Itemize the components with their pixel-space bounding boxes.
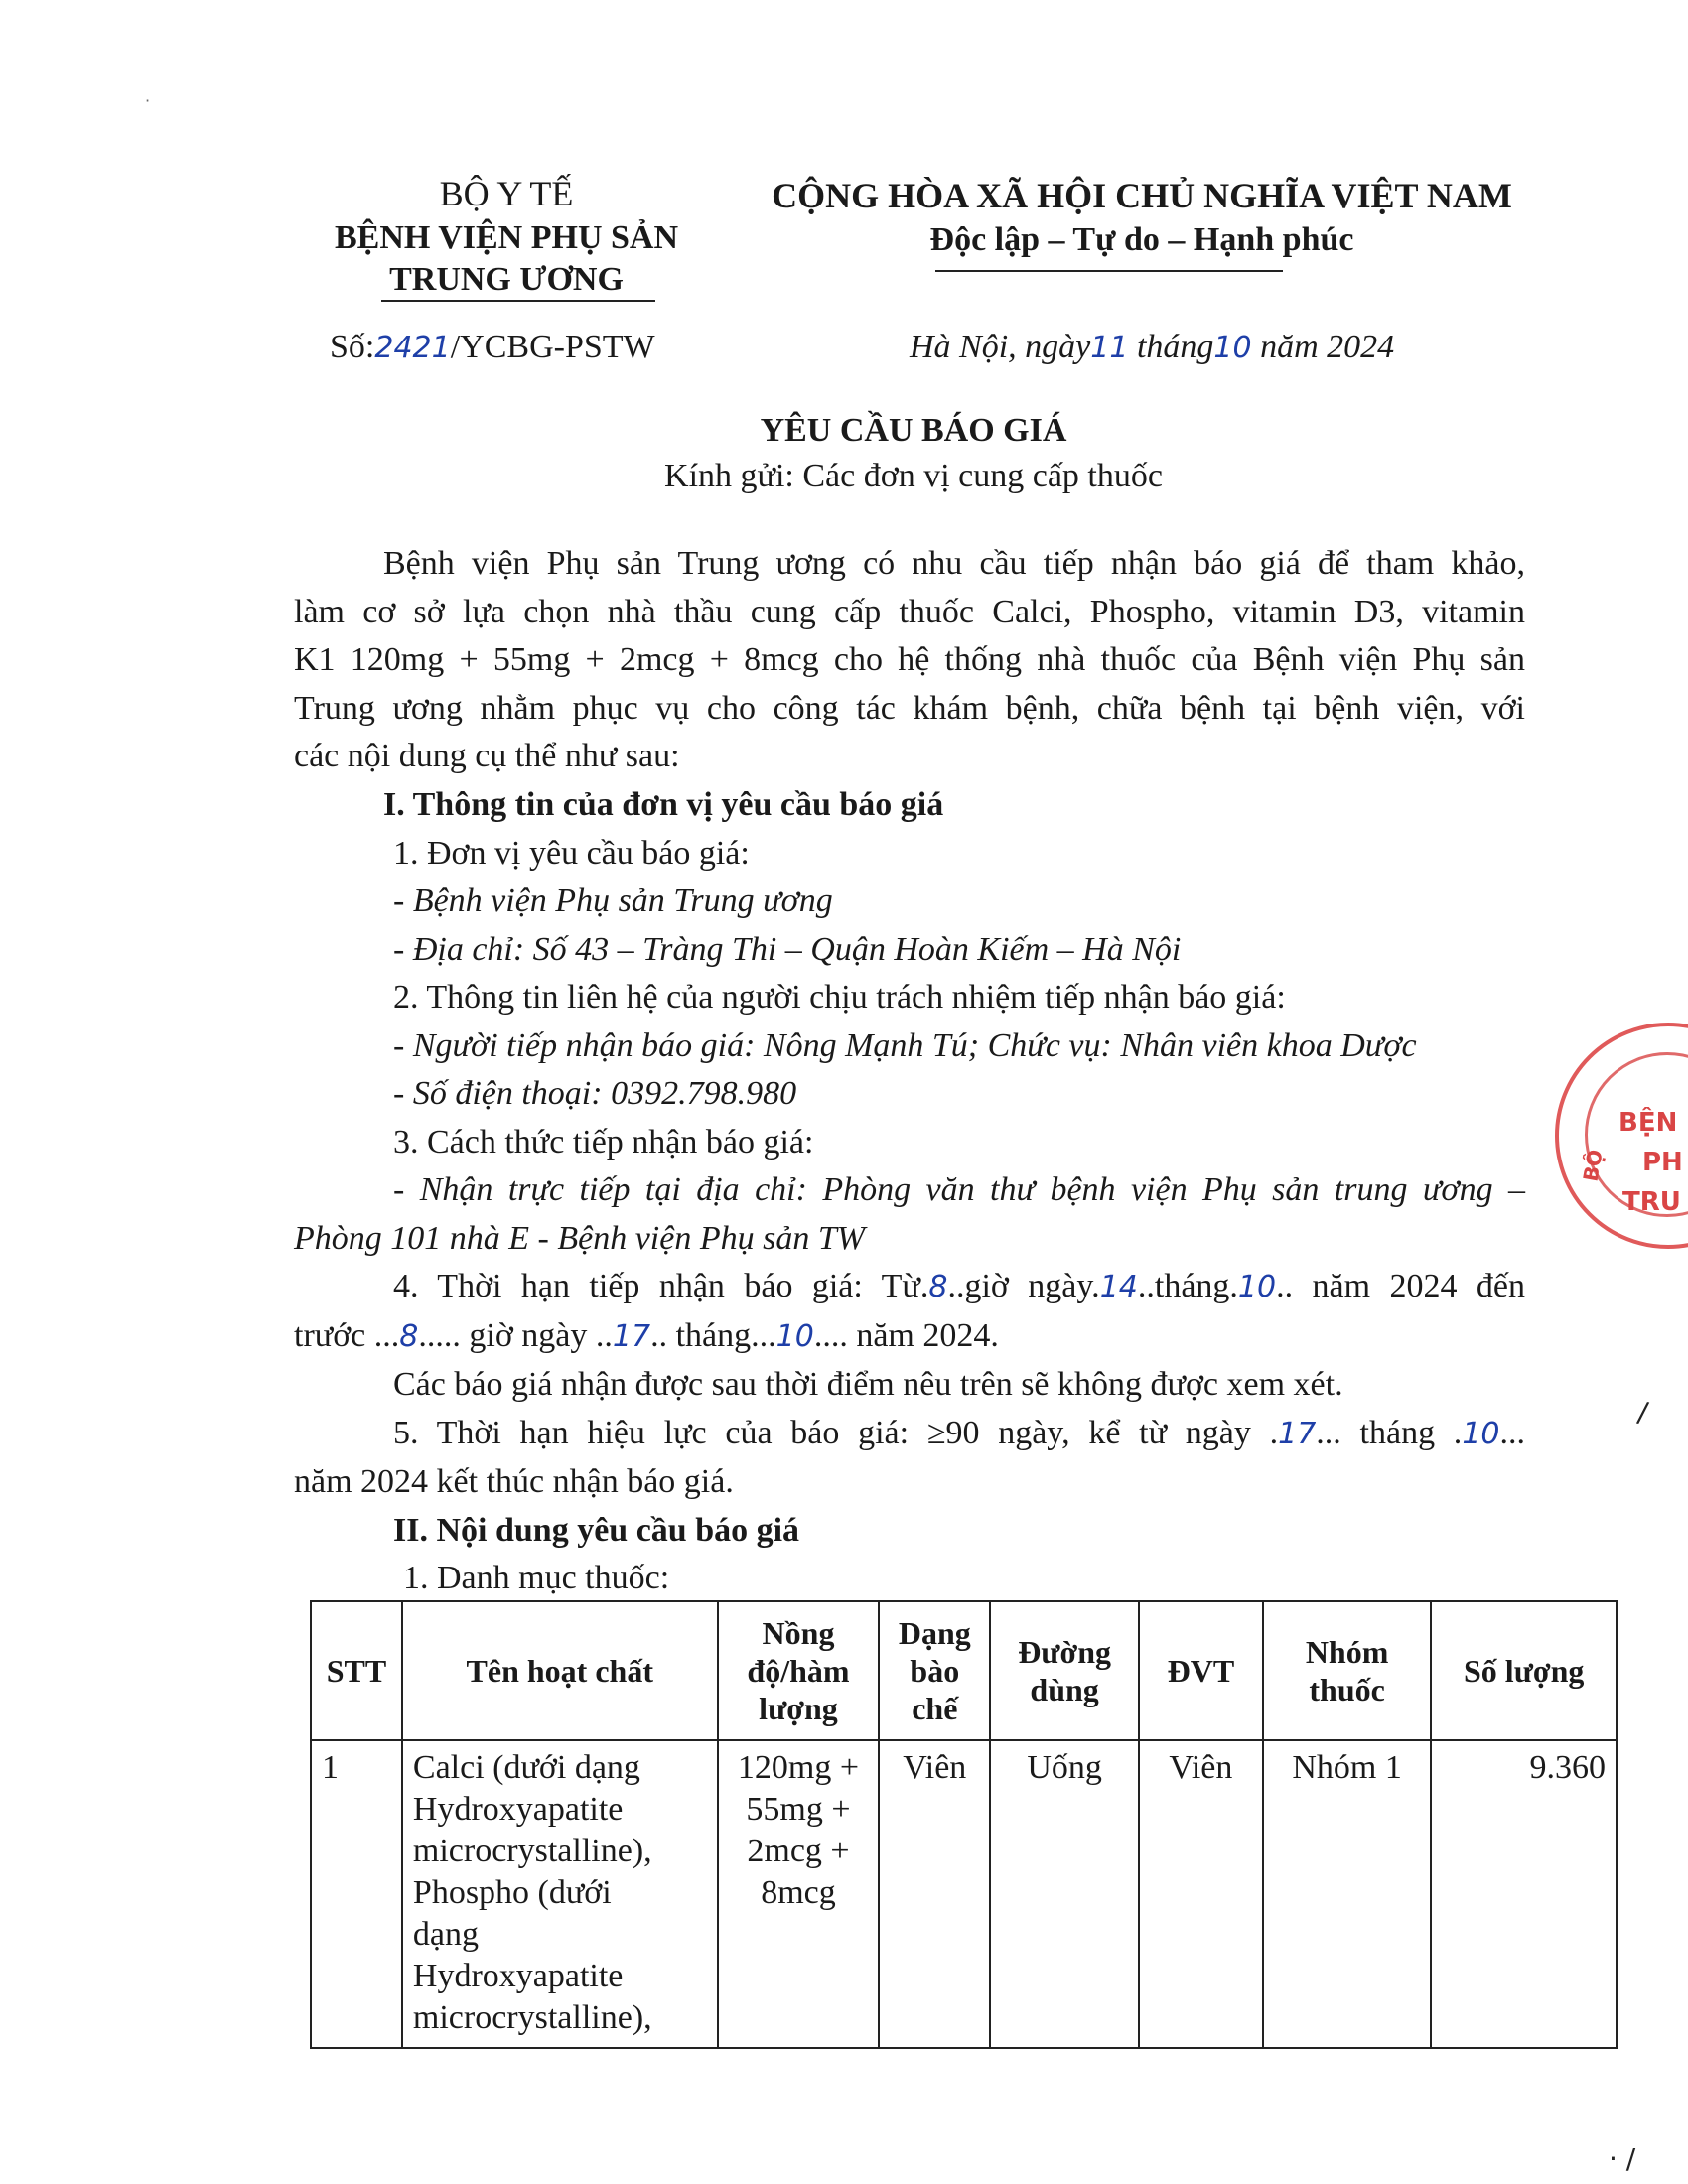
section-2-heading: II. Nội dung yêu cầu báo giá <box>393 1511 800 1549</box>
hospital-name-line2: TRUNG ƯƠNG <box>389 261 624 298</box>
document-number: Số:2421/YCBG-PSTW <box>330 329 655 365</box>
item-3-address-line1: - Nhận trực tiếp tại địa chỉ: Phòng văn thư bệnh viện Phụ sản trung ương – <box>393 1171 1525 1208</box>
scan-dot: · <box>145 91 151 110</box>
drug-list-table <box>310 1600 1618 2049</box>
cell-drug-group: Nhóm 1 <box>1263 1740 1432 2048</box>
handwritten-month: 10 <box>1213 331 1252 365</box>
document-date: Hà Nội, ngày11 tháng10 năm 2024 <box>910 329 1395 365</box>
table-header-row <box>311 1601 1617 1740</box>
section-1 <box>294 781 1525 1603</box>
intro-line: K1 120mg + 55mg + 2mcg + 8mcg cho hệ thống nhà thuốc của Bệnh viện Phụ sản <box>294 641 1525 678</box>
cell-active-ingredient: Calci (dưới dạng Hydroxyapatite microcrystalline), Phospho (dưới dạng Hydroxyapatite microcrystalline), <box>402 1740 718 2048</box>
handwritten-hour: 8 <box>928 1270 948 1304</box>
handwritten-number: 2421 <box>374 331 451 365</box>
intro-line: làm cơ sở lựa chọn nhà thầu cung cấp thuốc Calci, Phospho, vitamin D3, vitamin <box>294 593 1525 630</box>
header-dosage-form: Dạng bào chế <box>879 1601 990 1740</box>
item-1: 1. Đơn vị yêu cầu báo giá: <box>393 834 750 872</box>
item-4-note: Các báo giá nhận được sau thời điểm nêu trên sẽ không được xem xét. <box>393 1366 1343 1403</box>
header-quantity: Số lượng <box>1431 1601 1617 1740</box>
ministry-name: BỘ Y TẾ <box>439 174 574 213</box>
item-5-line1: 5. Thời hạn hiệu lực của báo giá: ≥90 ngày, kể từ ngày .17... tháng .10... <box>393 1414 1525 1451</box>
item-4-line2: trước ...8..... giờ ngày ..17.. tháng...10.... năm 2024. <box>294 1316 999 1354</box>
handwritten-hour: 8 <box>399 1318 419 1354</box>
section-2-item-1: 1. Danh mục thuốc: <box>403 1560 670 1596</box>
national-title: CỘNG HÒA XÃ HỘI CHỦ NGHĨA VIỆT NAM <box>772 176 1512 215</box>
hospital-stamp <box>1555 1023 1688 1249</box>
national-motto: Độc lập – Tự do – Hạnh phúc <box>929 221 1354 258</box>
item-4-line1: 4. Thời hạn tiếp nhận báo giá: Từ.8..giờ ngày.14..tháng.10.. năm 2024 đến <box>393 1268 1525 1304</box>
header-drug-group: Nhóm thuốc <box>1263 1601 1432 1740</box>
cell-unit: Viên <box>1139 1740 1263 2048</box>
stamp-text: BỆN <box>1618 1108 1678 1138</box>
margin-mark: / <box>1635 1395 1651 1430</box>
header-active-ingredient: Tên hoạt chất <box>402 1601 718 1740</box>
margin-mark: · / <box>1609 2142 1636 2175</box>
header-concentration: Nồng độ/hàm lượng <box>718 1601 880 1740</box>
item-1-address: - Địa chỉ: Số 43 – Tràng Thi – Quận Hoàn Kiếm – Hà Nội <box>393 930 1182 968</box>
item-3-address-line2: Phòng 101 nhà E - Bệnh viện Phụ sản TW <box>294 1219 866 1257</box>
handwritten-day: 14 <box>1099 1270 1138 1304</box>
cell-dosage-form: Viên <box>879 1740 990 2048</box>
cell-stt: 1 <box>311 1740 402 2048</box>
item-5-line2: năm 2024 kết thúc nhận báo giá. <box>294 1463 734 1500</box>
header-route: Đường dùng <box>990 1601 1139 1740</box>
cell-quantity: 9.360 <box>1431 1740 1617 2048</box>
header-unit: ĐVT <box>1139 1601 1263 1740</box>
intro-paragraph <box>294 540 1525 781</box>
section-1-heading: I. Thông tin của đơn vị yêu cầu báo giá <box>383 786 944 823</box>
stamp-side-text: BỘ <box>1578 1148 1608 1183</box>
right-header-underline <box>935 270 1283 272</box>
handwritten-month: 10 <box>1237 1270 1277 1304</box>
stamp-text: PH <box>1642 1148 1683 1177</box>
recipient-line: Kính gửi: Các đơn vị cung cấp thuốc <box>664 458 1163 494</box>
left-header-underline <box>381 300 655 302</box>
handwritten-day: 11 <box>1090 331 1129 365</box>
table-row <box>311 1740 1617 2048</box>
item-2-phone: - Số điện thoại: 0392.798.980 <box>393 1075 797 1112</box>
intro-line: Bệnh viện Phụ sản Trung ương có nhu cầu tiếp nhận báo giá để tham khảo, <box>383 545 1525 582</box>
item-1-hospital: - Bệnh viện Phụ sản Trung ương <box>393 883 833 919</box>
item-2-contact: - Người tiếp nhận báo giá: Nông Mạnh Tú; Chức vụ: Nhân viên khoa Dược <box>393 1026 1417 1064</box>
document-title: YÊU CẦU BÁO GIÁ <box>760 412 1067 449</box>
handwritten-day: 17 <box>612 1318 651 1354</box>
handwritten-day: 17 <box>1278 1416 1317 1451</box>
item-2: 2. Thông tin liên hệ của người chịu trách nhiệm tiếp nhận báo giá: <box>393 979 1286 1016</box>
hospital-name-line1: BỆNH VIỆN PHỤ SẢN <box>334 219 679 256</box>
header-stt: STT <box>311 1601 402 1740</box>
stamp-text: TRU <box>1622 1187 1681 1217</box>
cell-route: Uống <box>990 1740 1139 2048</box>
handwritten-month: 10 <box>775 1318 814 1354</box>
intro-line: Trung ương nhằm phục vụ cho công tác khám bệnh, chữa bệnh tại bệnh viện, với <box>294 689 1525 727</box>
item-3: 3. Cách thức tiếp nhận báo giá: <box>393 1123 814 1160</box>
handwritten-month: 10 <box>1462 1416 1500 1451</box>
intro-line: các nội dung cụ thể như sau: <box>294 738 680 774</box>
cell-concentration: 120mg + 55mg + 2mcg + 8mcg <box>718 1740 880 2048</box>
